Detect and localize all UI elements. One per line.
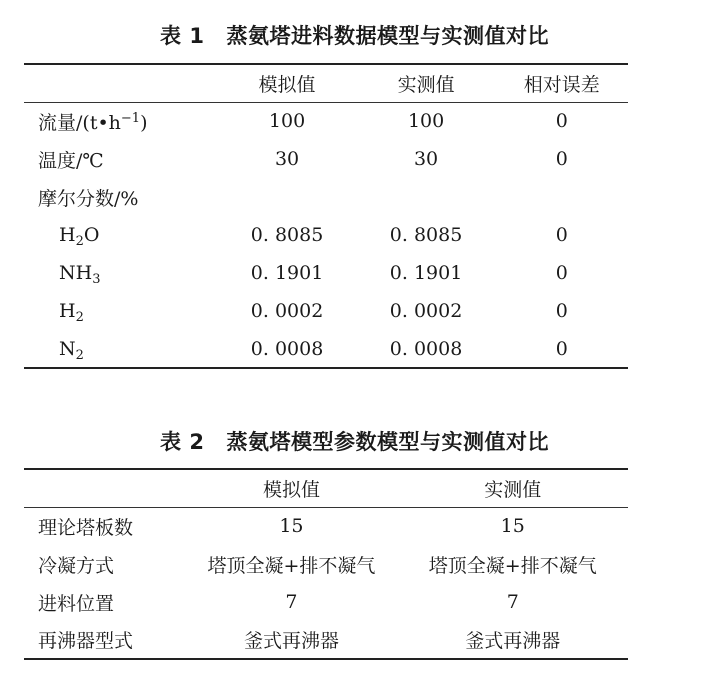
row-label-condensation-mode: 冷凝方式 — [38, 554, 115, 577]
cell-simulated: 釜式再沸器 — [243, 630, 339, 652]
row-label-nh3: $NH_3$ — [59, 262, 101, 287]
cell-relative-error: 0 — [555, 224, 568, 246]
cell-simulated: 15 — [279, 515, 304, 538]
row-label-reboiler-type: 再沸器型式 — [38, 630, 134, 652]
cell-simulated: 0. 1901 — [250, 262, 324, 284]
table-row — [24, 621, 628, 659]
cell-simulated: 100 — [268, 110, 306, 133]
row-label-theoretical-plates: 理论塔板数 — [38, 516, 134, 539]
cell-simulated: 0. 8085 — [250, 224, 324, 246]
table2-caption — [0, 426, 709, 456]
cell-measured: 0. 0008 — [389, 337, 463, 360]
table2-header-label — [24, 469, 185, 507]
cell-relative-error: 0 — [555, 262, 568, 284]
row-label-mole-fraction: 摩尔分数/% — [38, 187, 139, 210]
row-label-h2: $H_2$ — [59, 300, 84, 325]
table-row — [24, 254, 628, 292]
cell-relative-error: 0 — [555, 337, 568, 360]
cell-relative-error — [496, 178, 628, 216]
table2-header-row — [24, 469, 628, 507]
cell-measured: 0. 0002 — [389, 300, 463, 322]
table1-header-simulated: 模拟值 — [218, 64, 357, 102]
cell-measured: 0. 8085 — [389, 224, 463, 246]
cell-measured: 100 — [407, 110, 445, 133]
table-row — [24, 102, 628, 140]
row-label-n2: $N_2$ — [59, 337, 84, 363]
table-row — [24, 140, 628, 178]
table-row — [24, 507, 628, 545]
row-label-feed-position: 进料位置 — [38, 592, 115, 615]
table1-title: 蒸氨塔进料数据模型与实测值对比 — [226, 24, 549, 48]
table2-header-simulated: 模拟值 — [185, 469, 397, 507]
cell-measured: 0. 1901 — [389, 262, 463, 284]
cell-simulated: 7 — [285, 591, 298, 613]
table-row — [24, 545, 628, 583]
row-label-h2o: $H_2O$ — [59, 224, 100, 249]
table-row — [24, 178, 628, 216]
table2-header-measured: 实测值 — [398, 469, 629, 507]
table-row — [24, 292, 628, 330]
cell-measured: 30 — [413, 148, 439, 170]
cell-measured — [357, 178, 496, 216]
table-row — [24, 216, 628, 254]
table2 — [24, 468, 628, 660]
cell-measured: 釜式再沸器 — [465, 630, 561, 652]
table1-header-row — [24, 64, 628, 102]
table2-number: 表 2 — [160, 430, 205, 454]
cell-measured: 7 — [506, 591, 519, 613]
table1-header-label — [24, 64, 218, 102]
cell-relative-error: 0 — [555, 300, 568, 322]
table1-header-relative-error: 相对误差 — [496, 64, 628, 102]
cell-simulated: 0. 0002 — [250, 300, 324, 322]
table1-number: 表 1 — [160, 24, 205, 48]
cell-relative-error: 0 — [555, 148, 568, 170]
cell-simulated: 0. 0008 — [250, 337, 324, 360]
table1-header-measured: 实测值 — [357, 64, 496, 102]
cell-measured: 塔顶全凝+排不凝气 — [428, 554, 597, 577]
table1-caption — [0, 20, 709, 50]
row-label-temperature: 温度/℃ — [38, 149, 104, 172]
table1 — [24, 63, 628, 369]
row-label-flow: 流量$/(t•h^{-1})$ — [38, 110, 148, 134]
cell-simulated: 塔顶全凝+排不凝气 — [207, 554, 376, 577]
cell-simulated: 30 — [274, 148, 300, 170]
table-row — [24, 583, 628, 621]
table2-title: 蒸氨塔模型参数模型与实测值对比 — [226, 430, 549, 454]
cell-simulated — [218, 178, 357, 216]
table-row — [24, 330, 628, 368]
cell-relative-error: 0 — [555, 110, 568, 133]
cell-measured: 15 — [500, 515, 525, 538]
